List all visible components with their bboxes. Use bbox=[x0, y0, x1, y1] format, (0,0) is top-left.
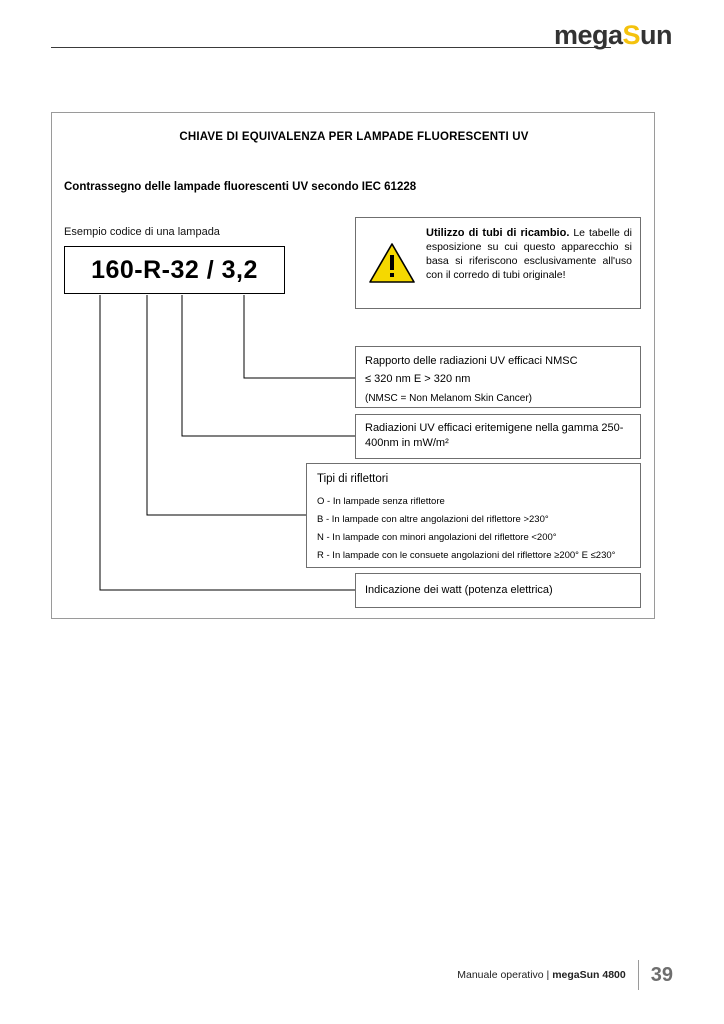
warning-heading: Utilizzo di tubi di ricambio. bbox=[426, 227, 570, 239]
replacement-tubes-warning bbox=[355, 217, 641, 309]
equivalence-key-panel bbox=[51, 112, 655, 619]
warning-text: Le tabelle di esposizione su cui questo apparecchio si basa si riferiscono esclusivamente all'uso con il corredo di tubi originale! bbox=[426, 227, 632, 281]
reflector-option: N - In lampade con minori angolazioni del riflettore <200° bbox=[317, 532, 557, 544]
nmsc-line-1: Rapporto delle radiazioni UV efficaci NMSC bbox=[365, 355, 578, 367]
page-footer bbox=[457, 960, 673, 990]
reflector-types-title: Tipi di riflettori bbox=[317, 473, 389, 485]
warning-triangle-icon bbox=[369, 242, 415, 284]
page-header bbox=[0, 0, 724, 70]
page-number: 39 bbox=[650, 964, 673, 986]
reflector-types-box bbox=[306, 463, 641, 568]
nmsc-line-2: ≤ 320 nm E > 320 nm bbox=[365, 372, 471, 385]
example-label: Esempio codice di una lampada bbox=[64, 226, 220, 238]
wattage-box bbox=[355, 573, 641, 608]
erythemal-radiation-box bbox=[355, 414, 641, 459]
erythemal-line-1: Radiazioni UV efficaci eritemigene nella gamma 250- bbox=[365, 422, 624, 434]
megasun-logo bbox=[554, 22, 672, 49]
reflector-option: B - In lampade con altre angolazioni del riflettore >230° bbox=[317, 514, 549, 526]
lamp-code-text: 160-R-32 / 3,2 bbox=[91, 255, 258, 284]
nmsc-ratio-box bbox=[355, 346, 641, 408]
panel-subtitle: Contrassegno delle lampade fluorescenti UV secondo IEC 61228 bbox=[64, 181, 417, 193]
warning-text-block bbox=[426, 226, 632, 282]
logo-text-s: S bbox=[622, 20, 640, 50]
panel-title: CHIAVE DI EQUIVALENZA PER LAMPADE FLUORESCENTI UV bbox=[179, 131, 529, 143]
erythemal-line-2: 400nm in mW/m² bbox=[365, 437, 449, 450]
logo-text-un: un bbox=[640, 20, 672, 50]
footer-manual-label bbox=[457, 969, 638, 981]
wattage-line-1: Indicazione dei watt (potenza elettrica) bbox=[365, 583, 553, 596]
nmsc-line-3: (NMSC = Non Melanom Skin Cancer) bbox=[365, 392, 532, 404]
reflector-option: R - In lampade con le consuete angolazioni del riflettore ≥200° E ≤230° bbox=[317, 550, 616, 562]
footer-manual-product: megaSun 4800 bbox=[552, 969, 626, 981]
reflector-option: O - In lampade senza riflettore bbox=[317, 496, 445, 507]
lamp-code-box bbox=[64, 246, 285, 294]
header-divider bbox=[51, 47, 611, 48]
logo-text-mega: mega bbox=[553, 20, 623, 50]
footer-manual-text: Manuale operativo | bbox=[457, 969, 553, 981]
